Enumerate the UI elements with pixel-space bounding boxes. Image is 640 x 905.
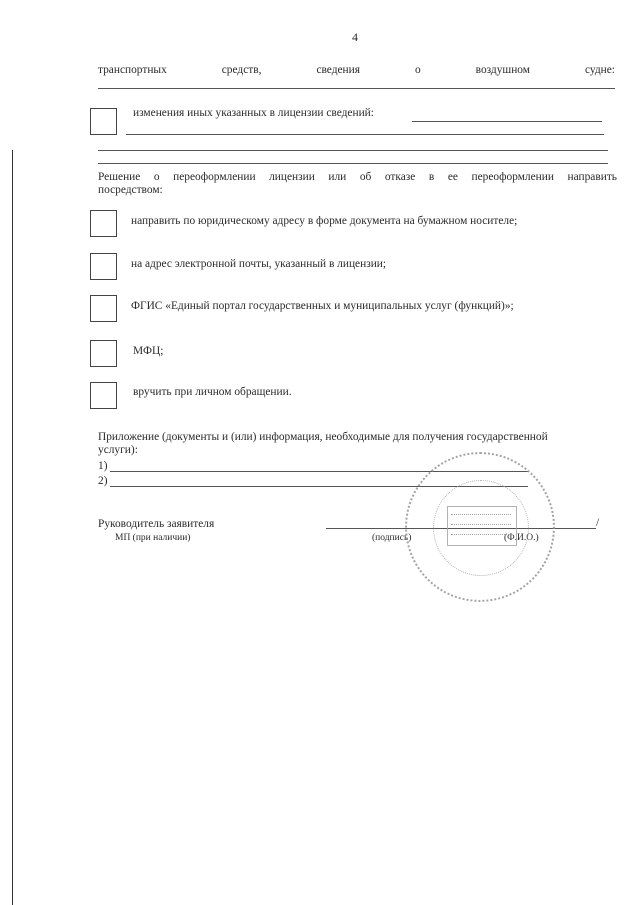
option-email-label: на адрес электронной почты, указанный в лицензии;: [131, 258, 387, 270]
checkbox-email-delivery[interactable]: [90, 253, 117, 280]
page-number: 4: [352, 30, 358, 44]
option-in-person-label: вручить при личном обращении.: [133, 386, 292, 398]
stamp-text-line: [451, 524, 511, 525]
decision-text-line1: Решение о переоформлении лицензии или об отказе в ее переоформлении направить: [98, 171, 617, 183]
option-portal-label: ФГИС «Единый портал государственных и муниципальных услуг (функций)»;: [131, 300, 514, 312]
name-label: (Ф.И.О.): [504, 533, 539, 543]
attachments-text-line2: услуги):: [98, 444, 138, 456]
stamp-text-line: [451, 534, 511, 535]
stamp-center-box: [447, 506, 517, 546]
checkbox-portal-delivery[interactable]: [90, 295, 117, 322]
fill-line: [98, 163, 608, 164]
official-stamp: [405, 452, 555, 602]
top-row-word: сведения: [316, 64, 360, 76]
fill-line: [98, 150, 608, 151]
top-row-word: судне:: [584, 64, 615, 76]
signature-slash: /: [596, 517, 600, 529]
top-row-word: средств,: [221, 64, 262, 76]
checkbox-mfc-delivery[interactable]: [90, 340, 117, 367]
attachments-text-line1: Приложение (документы и (или) информация, необходимые для получения государственной: [98, 431, 548, 443]
decision-text-line2: посредством:: [98, 184, 163, 196]
attachment-number: 1): [98, 460, 108, 472]
checkbox-other-changes[interactable]: [90, 108, 117, 135]
top-row-word: о: [414, 64, 421, 76]
option-paper-label: направить по юридическому адресу в форме документа на бумажном носителе;: [131, 215, 518, 227]
fill-line: [126, 134, 604, 135]
checkbox-in-person[interactable]: [90, 382, 117, 409]
sign-label: (подпись): [372, 533, 412, 543]
checkbox-paper-delivery[interactable]: [90, 210, 117, 237]
option-other-label: изменения иных указанных в лицензии сведений:: [133, 107, 374, 119]
head-label: Руководитель заявителя: [98, 518, 215, 530]
fill-line: [98, 88, 615, 89]
option-mfc-label: МФЦ;: [133, 345, 164, 357]
top-row-word: транспортных: [98, 64, 167, 76]
attachment-number: 2): [98, 475, 108, 487]
top-row-word: воздушном: [475, 64, 530, 76]
page-left-edge: [12, 150, 13, 905]
top-row: [98, 64, 615, 76]
seal-label: МП (при наличии): [115, 533, 191, 543]
fill-line: [412, 121, 602, 122]
stamp-text-line: [451, 514, 511, 515]
